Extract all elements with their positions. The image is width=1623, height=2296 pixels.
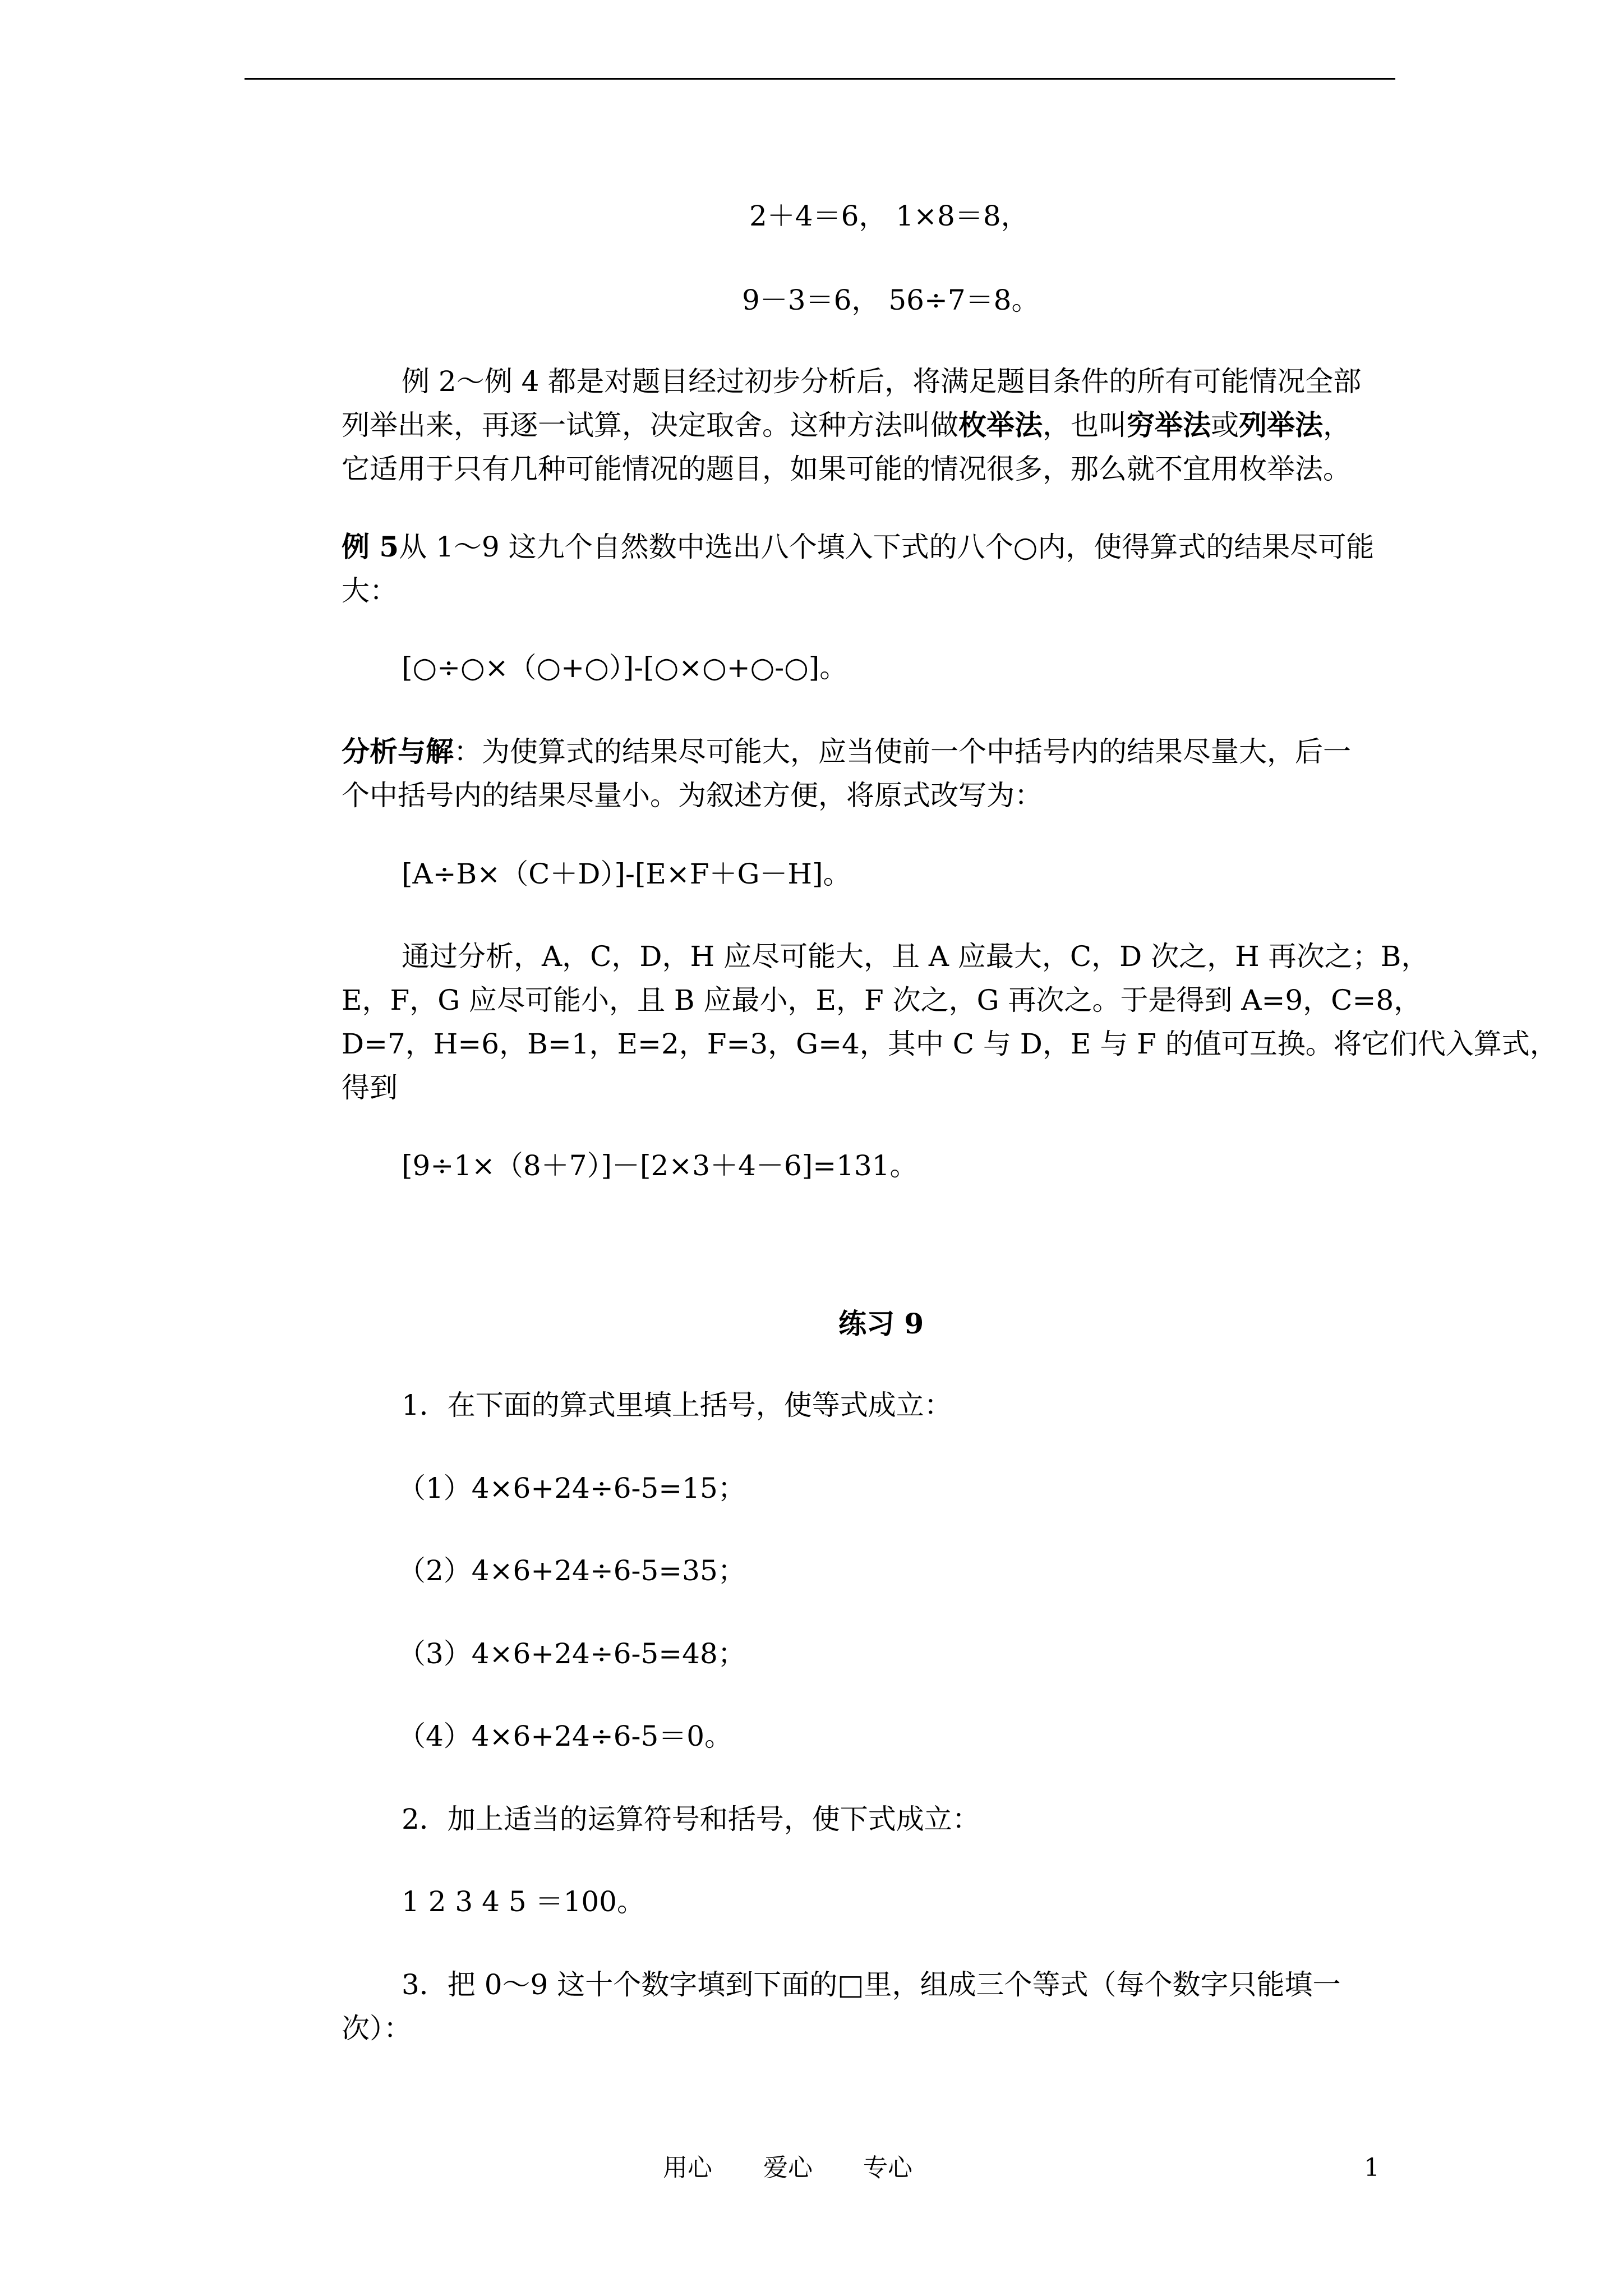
example5-line-1 — [342, 530, 1374, 564]
analysis-line-2: 个中括号内的结果尽量小。为叙述方便，将原式改写为： — [342, 779, 1043, 812]
term-listing: 列举法 — [1239, 408, 1323, 441]
exercise-q3-line-1: 3．把 0～9 这十个数字填到下面的□里，组成三个等式（每个数字只能填一 — [402, 1968, 1341, 2001]
header-rule — [245, 78, 1395, 80]
analysis-paragraph-line-1: 通过分析，A，C，D，H 应尽可能大，且 A 应最大，C，D 次之，H 再次之；B， — [402, 940, 1430, 973]
exercise-q1: 1．在下面的算式里填上括号，使等式成立： — [402, 1389, 952, 1421]
exercise-q1-item-3: （3）4×6+24÷6-5=48； — [398, 1637, 746, 1670]
paragraph1-line-2 — [342, 408, 1351, 442]
paragraph1-connector-1: ，也叫 — [1043, 409, 1127, 441]
exercise-title: 练习 9 — [838, 1307, 924, 1340]
example5-formula: [○÷○×（○+○）]-[○×○+○-○]。 — [402, 651, 848, 684]
equation-line-2: 9－3＝6， 56÷7＝8。 — [742, 284, 1040, 316]
analysis-paragraph-line-2: E，F，G 应尽可能小，且 B 应最小，E，F 次之，G 再次之。于是得到 A=9，C=8， — [342, 984, 1422, 1016]
analysis-label: 分析与解 — [342, 735, 454, 768]
page-number: 1 — [1364, 2154, 1380, 2182]
term-exhaustion: 穷举法 — [1127, 408, 1211, 441]
paragraph1-line-3: 它适用于只有几种可能情况的题目，如果可能的情况很多，那么就不宜用枚举法。 — [342, 453, 1351, 485]
paragraph1-comma: ， — [1323, 409, 1351, 441]
example5-line-2: 大： — [342, 574, 398, 607]
example5-text: 从 1～9 这九个自然数中选出八个填入下式的八个○内，使得算式的结果尽可能 — [399, 531, 1375, 563]
analysis-paragraph-line-4: 得到 — [342, 1071, 398, 1104]
exercise-q3-line-2: 次）： — [342, 2012, 412, 2045]
exercise-q2-expression: 1 2 3 4 5 ＝100。 — [402, 1885, 645, 1918]
analysis-result: [9÷1×（8＋7）]－[2×3＋4－6]=131。 — [402, 1149, 918, 1182]
analysis-text: ：为使算式的结果尽可能大，应当使前一个中括号内的结果尽量大，后一 — [454, 735, 1351, 768]
example5-label: 例 5 — [342, 530, 399, 563]
footer-motto-2: 爱心 — [763, 2154, 813, 2182]
analysis-formula: [A÷B×（C＋D）]-[E×F＋G－H]。 — [402, 858, 851, 890]
footer-motto-3: 专心 — [863, 2154, 912, 2182]
analysis-line-1 — [342, 735, 1351, 769]
exercise-q2: 2．加上适当的运算符号和括号，使下式成立： — [402, 1803, 980, 1835]
paragraph1-text: 列举出来，再逐一试算，决定取舍。这种方法叫做 — [342, 409, 958, 441]
equation-line-1: 2＋4＝6， 1×8＝8， — [749, 200, 1029, 232]
term-enumeration: 枚举法 — [958, 408, 1043, 441]
exercise-q1-item-2: （2）4×6+24÷6-5=35； — [398, 1554, 746, 1587]
footer-motto-1: 用心 — [663, 2154, 712, 2182]
analysis-paragraph-line-3: D=7，H=6，B=1，E=2，F=3，G=4，其中 C 与 D，E 与 F 的值可互换。将它们代入算式， — [342, 1028, 1558, 1060]
paragraph1-line-1: 例 2～例 4 都是对题目经过初步分析后，将满足题目条件的所有可能情况全部 — [402, 365, 1362, 398]
paragraph1-connector-2: 或 — [1211, 409, 1239, 441]
exercise-q1-item-4: （4）4×6+24÷6-5＝0。 — [398, 1720, 733, 1752]
exercise-q1-item-1: （1）4×6+24÷6-5=15； — [398, 1472, 746, 1504]
